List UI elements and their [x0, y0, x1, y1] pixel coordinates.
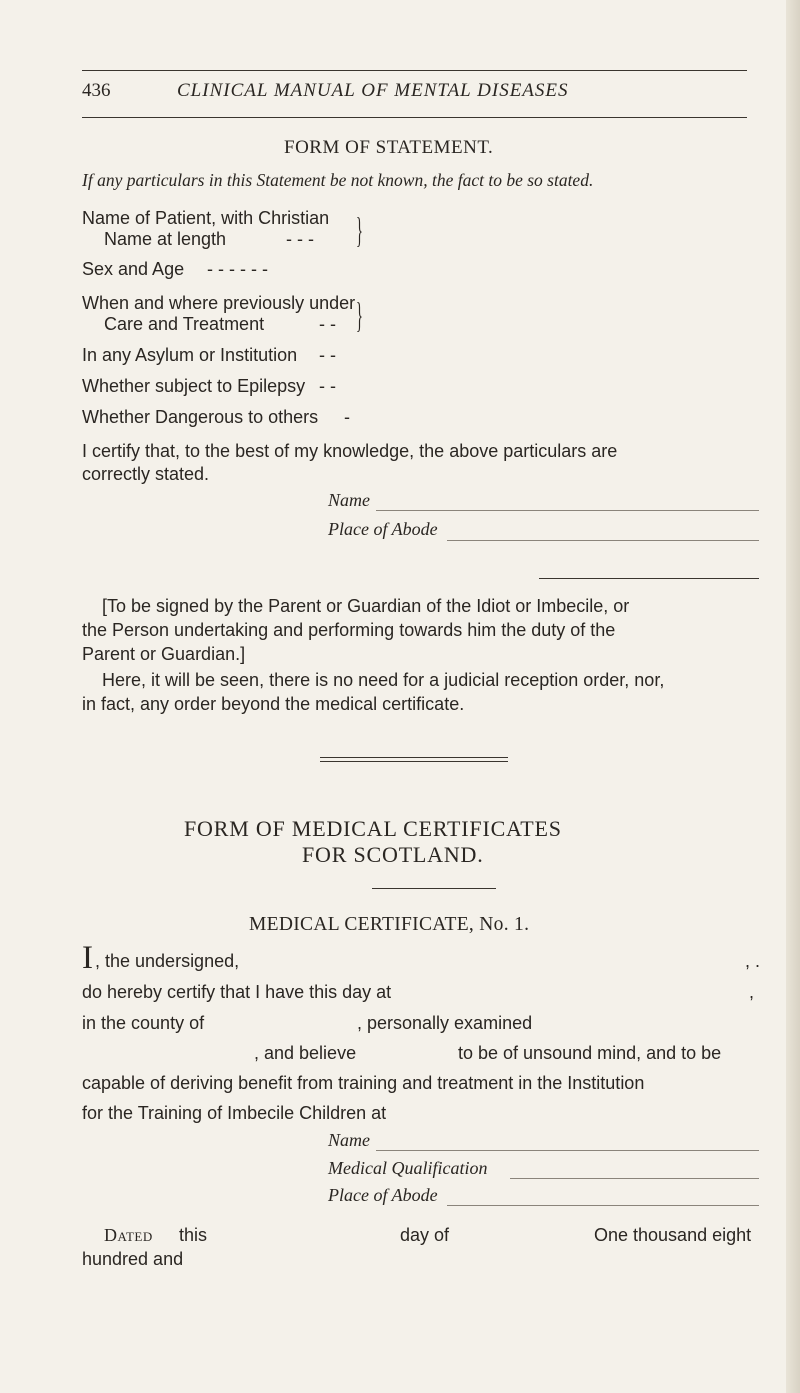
header-top-rule — [82, 70, 747, 71]
cert-sign-name-line — [376, 1150, 759, 1151]
note-line1: [To be signed by the Parent or Guardian of the Idiot or Imbecile, or — [102, 596, 630, 616]
scotland-title-line1: FORM OF MEDICAL CERTIFICATES — [184, 816, 562, 841]
note-line3: Parent or Guardian.] — [82, 644, 246, 664]
statement-sign-abode-line — [447, 540, 759, 541]
field-previous-care-dashes: - - — [319, 314, 336, 334]
body-line4-believe: , and believe — [254, 1043, 357, 1063]
dated-label: Dated — [104, 1225, 153, 1245]
hundred-and: hundred and — [82, 1249, 184, 1269]
section-double-rule-top — [320, 757, 508, 758]
field-previous-care-brace: } — [356, 295, 363, 335]
certify-line2: correctly stated. — [82, 464, 210, 484]
field-asylum-dashes: - - — [319, 345, 336, 365]
cert-sign-qualification-line — [510, 1178, 759, 1179]
field-patient-name-dashes: - - - — [286, 229, 314, 249]
body-line3-county: in the county of — [82, 1013, 205, 1033]
statement-sign-name-line — [376, 510, 759, 511]
cert-sign-abode-line — [447, 1205, 759, 1206]
day-of: day of — [400, 1225, 450, 1245]
body-line6: for the Training of Imbecile Children at — [82, 1103, 387, 1123]
body-line2: do hereby certify that I have this day at — [82, 982, 392, 1002]
field-patient-name-line2: Name at length — [104, 229, 227, 249]
body-line2-end: , — [749, 982, 755, 1002]
statement-sign-name-label: Name — [328, 490, 370, 510]
body-line3-examined: , personally examined — [357, 1013, 533, 1033]
scotland-title-rule — [372, 888, 496, 889]
body-line1-end: , . — [745, 951, 761, 971]
para-line1: Here, it will be seen, there is no need for a judicial reception order, nor, — [102, 670, 665, 690]
cert-sign-abode-label: Place of Abode — [328, 1185, 438, 1205]
field-dangerous-dashes: - — [344, 407, 350, 427]
field-dangerous: Whether Dangerous to others — [82, 407, 319, 427]
page-edge — [786, 0, 800, 1393]
statement-intro: If any particulars in this Statement be not known, the fact to be so stated. — [82, 170, 594, 190]
certificate-title: MEDICAL CERTIFICATE, No. 1. — [249, 914, 530, 935]
scotland-title-line2: FOR SCOTLAND. — [302, 842, 484, 867]
page-number: 436 — [82, 80, 111, 101]
statement-sign-abode-label: Place of Abode — [328, 519, 438, 539]
dated-this: this — [179, 1225, 208, 1245]
body-line5: capable of deriving benefit from training and treatment in the Institution — [82, 1073, 645, 1093]
field-previous-care-line1: When and where previously under — [82, 293, 356, 313]
statement-title: FORM OF STATEMENT. — [284, 137, 494, 158]
cert-sign-name-label: Name — [328, 1130, 370, 1150]
note-line2: the Person undertaking and performing towards him the duty of the — [82, 620, 616, 640]
field-patient-name-line1: Name of Patient, with Christian — [82, 208, 330, 228]
statement-separator-rule — [539, 578, 759, 579]
section-double-rule-bottom — [320, 761, 508, 762]
field-asylum: In any Asylum or Institution — [82, 345, 298, 365]
header-rule — [82, 117, 747, 118]
para-line2: in fact, any order beyond the medical certificate. — [82, 694, 465, 714]
certify-line1: I certify that, to the best of my knowledge, the above particulars are — [82, 441, 618, 461]
cert-sign-qualification-label: Medical Qualification — [328, 1158, 488, 1178]
dropcap: I — [82, 940, 93, 976]
field-patient-name-brace: } — [356, 210, 363, 250]
one-thousand-eight: One thousand eight — [594, 1225, 752, 1245]
running-title: CLINICAL MANUAL OF MENTAL DISEASES — [177, 80, 569, 101]
field-epilepsy-dashes: - - — [319, 376, 336, 396]
field-sex-age: Sex and Age — [82, 259, 185, 279]
body-line4-unsound: to be of unsound mind, and to be — [458, 1043, 722, 1063]
field-previous-care-line2: Care and Treatment — [104, 314, 265, 334]
field-epilepsy: Whether subject to Epilepsy — [82, 376, 306, 396]
field-sex-age-dashes: - - - - - - — [207, 259, 268, 279]
body-line1: , the undersigned, — [95, 951, 240, 971]
